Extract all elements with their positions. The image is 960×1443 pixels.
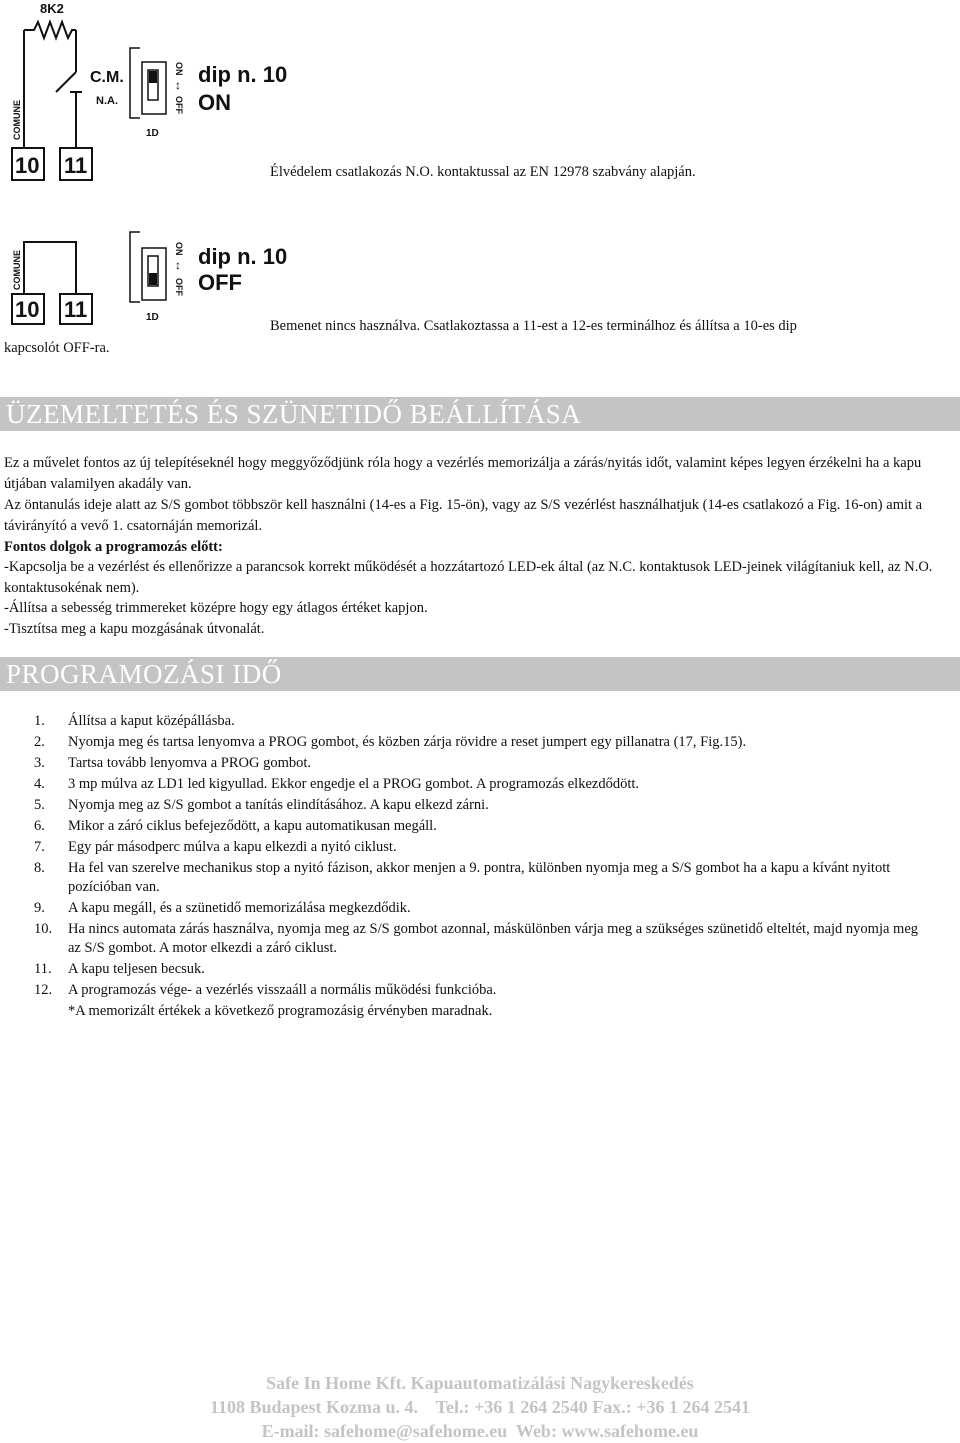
step-text: 3 mp múlva az LD1 led kigyullad. Ekkor engedje el a PROG gombot. A programozás elkezdődött. <box>68 776 640 792</box>
dip-state: OFF <box>198 270 242 295</box>
caption-input-line1: Bemenet nincs használva. Csatlakoztassa a 11-est a 12-es terminálhoz és állítsa a 10-es dip <box>270 318 797 334</box>
switch-id-label: 1D <box>146 128 159 139</box>
caption-input-line2: kapcsolót OFF-ra. <box>4 340 110 356</box>
diagram-photocell-connection <box>6 0 288 190</box>
step-text: A kapu teljesen becsuk. <box>68 961 205 977</box>
contact-symbol <box>56 72 76 92</box>
contact-label-na: N.A. <box>96 95 118 107</box>
step-text: Ha fel van szerelve mechanikus stop a nyitó fázison, akkor menjen a 9. pontra, különben nyomja meg a S/S gombot ha a kapu a kívánt nyitott pozícióban van. <box>68 860 891 895</box>
footer-address: 1108 Budapest Kozma u. 4. Tel.: +36 1 264 2540 Fax.: +36 1 264 2541 <box>209 1397 751 1417</box>
section-heading-programming: PROGRAMOZÁSI IDŐ <box>0 657 960 691</box>
step-text: Egy pár másodperc múlva a kapu elkezdi a nyitó ciklust. <box>68 839 397 855</box>
step-text: Mikor a záró ciklus befejeződött, a kapu automatikusan megáll. <box>68 818 437 834</box>
resistor-label: 8K2 <box>40 1 64 16</box>
footer-company: Safe In Home Kft. Kapuautomatizálási Nagykereskedés <box>266 1373 694 1393</box>
contact-label-cm: C.M. <box>90 69 124 86</box>
diagram-input-unused <box>6 228 288 328</box>
paragraph-clear-path: -Tisztítsa meg a kapu mozgásának útvonalát. <box>4 621 265 637</box>
list-item <box>34 920 934 958</box>
terminal-11-label: 11 <box>64 153 88 178</box>
step-text: Tartsa tovább lenyomva a PROG gombot. <box>68 755 312 771</box>
terminal-10-label: 10 <box>15 153 40 178</box>
bold-heading-before-programming: Fontos dolgok a programozás előtt: <box>4 539 223 555</box>
dip-state: ON <box>198 90 231 115</box>
list-item <box>34 775 934 794</box>
step-number: 3. <box>34 755 45 771</box>
step-text: A programozás vége- a vezérlés visszaáll a normális működési funkcióba. <box>68 982 497 998</box>
switch-off-label: OFF <box>174 278 184 296</box>
terminal-10-label: 10 <box>15 297 40 322</box>
dip-title: dip n. 10 <box>198 62 288 87</box>
list-item <box>34 754 934 773</box>
memorized-note: *A memorizált értékek a következő programozásig érvényben maradnak. <box>68 1003 493 1019</box>
list-item <box>34 899 934 918</box>
list-item <box>34 733 934 752</box>
paragraph-check-leds: -Kapcsolja be a vezérlést és ellenőrizze a parancsok korrekt működését a hozzátartozó LED-ek által (az N.C. kontaktusok LED-jeinek világítaniuk kell, az N.O. kontaktusokénak nem). <box>4 559 933 596</box>
list-item <box>34 712 934 731</box>
step-number: 1. <box>34 713 45 729</box>
step-text: Nyomja meg az S/S gombot a tanítás elindításához. A kapu elkezd zárni. <box>68 797 489 813</box>
step-text: Nyomja meg és tartsa lenyomva a PROG gombot, és közben zárja rövidre a reset jumpert egy pillanatra (17, Fig.15). <box>68 734 747 750</box>
step-number: 7. <box>34 839 45 855</box>
switch-on-label: ON <box>174 62 184 76</box>
dip-title: dip n. 10 <box>198 244 288 269</box>
switch-on-label: ON <box>174 242 184 256</box>
resistor-symbol <box>24 22 76 38</box>
step-number: 12. <box>34 982 53 998</box>
comune-label: COMUNE <box>12 250 22 290</box>
terminal-11-label: 11 <box>64 297 88 322</box>
list-item <box>34 960 934 979</box>
step-text: Ha nincs automata zárás használva, nyomja meg az S/S gombot azonnal, máskülönben várja meg a szükséges szünetidő elteltét, majd nyomja meg az S/S gombot. A motor elkezdi a záró ciklust. <box>68 921 919 956</box>
step-number: 2. <box>34 734 45 750</box>
switch-bracket <box>130 232 140 302</box>
list-item-note <box>34 1002 934 1021</box>
list-item <box>34 838 934 857</box>
section-heading-operation: ÜZEMELTETÉS ÉS SZÜNETIDŐ BEÁLLÍTÁSA <box>0 397 960 431</box>
list-item <box>34 981 934 1000</box>
step-number: 5. <box>34 797 45 813</box>
step-text: Állítsa a kaput középállásba. <box>68 713 235 729</box>
switch-bracket <box>130 48 140 118</box>
switch-off-label: OFF <box>174 96 184 114</box>
step-text: A kapu megáll, és a szünetidő memorizálása megkezdődik. <box>68 900 411 916</box>
paragraph-intro: Ez a művelet fontos az új telepítéseknél hogy meggyőződjünk róla hogy a vezérlés memorizálja a zárás/nyitás időt, valamint képes legyen érzékelni ha a kapu útjában valamilyen akadály van. <box>4 455 922 492</box>
footer-contact: E-mail: safehome@safehome.eu Web: www.safehome.eu <box>261 1421 699 1441</box>
list-item <box>34 859 934 897</box>
step-number: 4. <box>34 776 45 792</box>
paragraph-self-learning: Az öntanulás ideje alatt az S/S gombot többször kell használni (14-es a Fig. 15-ön), vagy az S/S vezérlést használhatjuk (14-es csatlakozó a Fig. 16-on) amit a távirányító a vevő 1. csatornáján memorizál. <box>4 497 923 534</box>
step-number: 8. <box>34 860 45 876</box>
dip-switch-lever-on <box>149 71 157 83</box>
jumper-wire <box>24 242 76 294</box>
comune-label: COMUNE <box>12 100 22 140</box>
paragraph-trimmers: -Állítsa a sebesség trimmereket középre hogy egy átlagos értéket kapjon. <box>4 600 428 616</box>
switch-arrow-icon: ↔ <box>173 80 187 92</box>
step-number: 6. <box>34 818 45 834</box>
switch-arrow-icon: ↔ <box>173 260 187 272</box>
step-number: 10. <box>34 921 53 937</box>
step-number: 9. <box>34 900 45 916</box>
list-item <box>34 817 934 836</box>
caption-photocell: Élvédelem csatlakozás N.O. kontaktussal az EN 12978 szabvány alapján. <box>270 164 696 180</box>
dip-switch-lever-off <box>149 273 157 285</box>
list-item <box>34 796 934 815</box>
step-number: 11. <box>34 961 52 977</box>
switch-id-label: 1D <box>146 312 159 323</box>
programming-steps-list <box>34 712 934 1023</box>
